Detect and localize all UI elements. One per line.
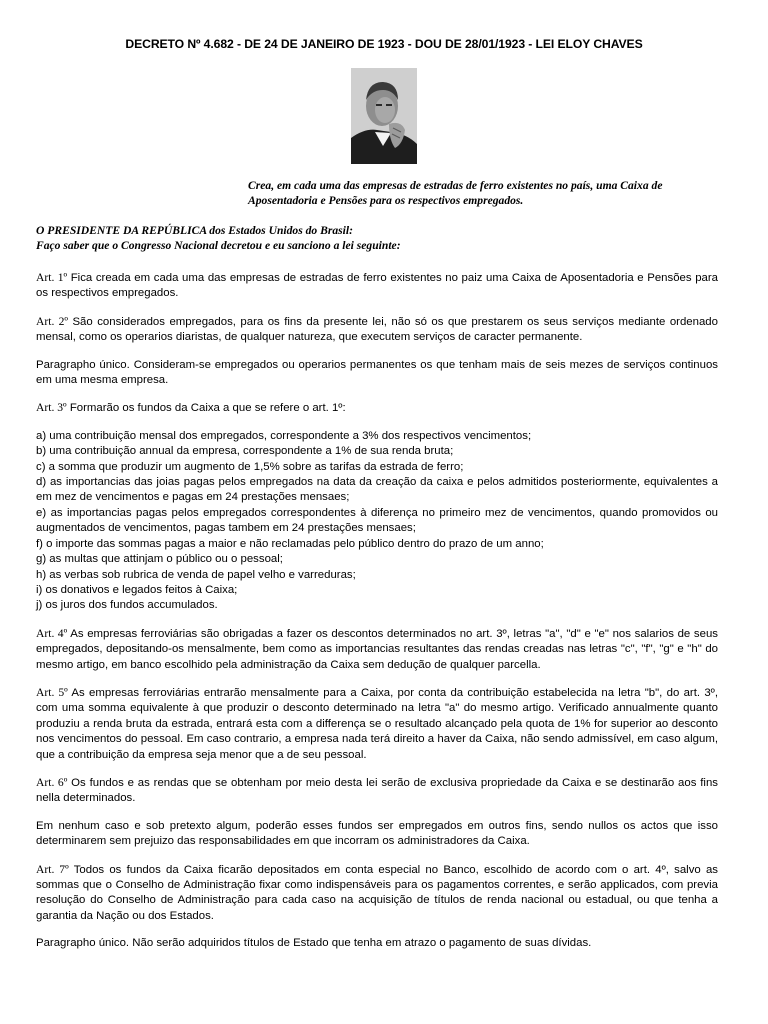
portrait-image	[351, 68, 417, 164]
article-6-label: Art. 6º	[36, 775, 68, 789]
list-item: e) as importancias pagas pelos empregados correspondentes à diferença no primeiro mez de vencimentos, quando promovidos ou augmentados de vencimentos, pagas tambem em 24 prestações mensaes;	[36, 506, 718, 535]
article-3-items	[36, 429, 718, 614]
list-item: i) os donativos e legados feitos à Caixa;	[36, 583, 238, 596]
article-3	[36, 400, 718, 416]
article-2-label: Art. 2º	[36, 314, 68, 328]
list-item: b) uma contribuição annual da empresa, correspondente a 1% de sua renda bruta;	[36, 445, 454, 458]
article-1	[36, 270, 718, 302]
article-1-label: Art. 1º	[36, 271, 68, 284]
article-4-label: Art. 4º	[36, 626, 68, 640]
article-5-text: As empresas ferroviárias entrarão mensalmente para a Caixa, por conta da contribuição estabelecida na letra "b", do art. 3º, com uma somma equivalente à que produzir o desconto determinado na letra "a" do mesmo artigo. Verificado annualmente quanto produziu a renda bruta da estrada, entrará esta com a differença se o resultado alcançado pela quota de 1% for superior ao desconto nos vencimentos do pessoal. Em caso contrario, a empresa nada terá direito a haver da Caixa, não sendo admissível, em caso algum, que a contribuição da empresa seja menor que a de seu pessoal.	[36, 686, 718, 761]
list-item: c) a somma que produzir um augmento de 1,5% sobre as tarifas da estrada de ferro;	[36, 460, 464, 473]
article-6	[36, 775, 718, 807]
decree-summary: Crea, em cada uma das empresas de estradas de ferro existentes no país, uma Caixa de Aposentadoria e Pensões para os respectivos empregados.	[248, 179, 663, 207]
article-7-text: Todos os fundos da Caixa ficarão depositados em conta especial no Banco, escolhido de acordo com o art. 4º, salvo as sommas que o Conselho de Administração fixar como indispensáveis para os pagamentos correntes, e serão applicados, com previa resolução do Conselho de Administração para cada caso na acquisição de títulos de renda nacional ou estadual, ou que tenha a garantia da Nação ou dos Estados.	[36, 863, 718, 922]
preamble-line-2: Faço saber que o Congresso Nacional decretou e eu sanciono a lei seguinte:	[36, 239, 401, 252]
list-item: h) as verbas sob rubrica de venda de papel velho e varreduras;	[36, 568, 356, 581]
decree-body	[36, 270, 718, 952]
article-5	[36, 685, 718, 763]
list-item: j) os juros dos fundos accumulados.	[36, 599, 218, 612]
article-6-text: Os fundos e as rendas que se obtenham por meio desta lei serão de exclusiva propriedade da Caixa e se destinarão aos fins nella determinados.	[36, 776, 718, 805]
preamble-line-1: O PRESIDENTE DA REPÚBLICA dos Estados Unidos do Brasil:	[36, 224, 353, 237]
article-4-text: As empresas ferroviárias são obrigadas a fazer os descontos determinados no art. 3º, letras "a", "d" e "e" nos salarios de seus empregados, depositando-os mensalmente, bem como as importancias resultantes das rendas creadas nas letras "c", "f", "g" e "h" do mesmo artigo, em banco escolhido pela administração da Caixa sem dedução de qualquer parcella.	[36, 627, 718, 671]
article-2	[36, 314, 718, 346]
article-7	[36, 862, 718, 925]
article-4	[36, 626, 718, 673]
list-item: f) o importe das sommas pagas a maior e não reclamadas pelo público dentro do prazo de um anno;	[36, 537, 544, 550]
article-3-text: Formarão os fundos da Caixa a que se refere o art. 1º:	[66, 402, 346, 415]
article-1-text: Fica creada em cada uma das empresas de estradas de ferro existentes no paiz uma Caixa de Aposentadoria e Pensões para os respectivos empregados.	[36, 272, 718, 300]
article-7-paragraph: Paragrapho único. Não serão adquiridos títulos de Estado que tenha em atrazo o pagamento de suas dívidas.	[36, 937, 592, 950]
article-2-paragraph: Paragrapho único. Consideram-se empregados ou operarios permanentes os que tenham mais de seis mezes de serviços continuos em uma mesma empresa.	[36, 358, 718, 387]
article-6-paragraph: Em nenhum caso e sob pretexto algum, poderão esses fundos ser empregados em outros fins, sendo nullos os actos que isso determinarem sem prejuizo das responsabilidades em que incorram os administradores da Caixa.	[36, 819, 718, 848]
article-2-text: São considerados empregados, para os fins da presente lei, não só os que prestarem os seus serviços mediante ordenado mensal, como os operarios diaristas, de qualquer natureza, que executem serviços de caracter permanente.	[36, 315, 718, 344]
article-3-label: Art. 3º	[36, 401, 67, 415]
portrait-photo	[351, 68, 417, 164]
article-7-label: Art. 7º	[36, 862, 69, 876]
list-item: d) as importancias das joias pagas pelos empregados na data da creação da caixa e pelos admitidos posteriormente, equivalentes a em mez de vencimentos e pagas em 24 prestações mensaes;	[36, 476, 718, 504]
article-5-label: Art. 5º	[36, 685, 68, 699]
preamble	[36, 223, 736, 253]
list-item: a) uma contribuição mensal dos empregados, correspondente a 3% dos respectivos vencimentos;	[36, 429, 532, 442]
decree-title: DECRETO Nº 4.682 - DE 24 DE JANEIRO DE 1923 - DOU DE 28/01/1923 - LEI ELOY CHAVES	[125, 37, 643, 51]
list-item: g) as multas que attinjam o público ou o pessoal;	[36, 553, 283, 566]
